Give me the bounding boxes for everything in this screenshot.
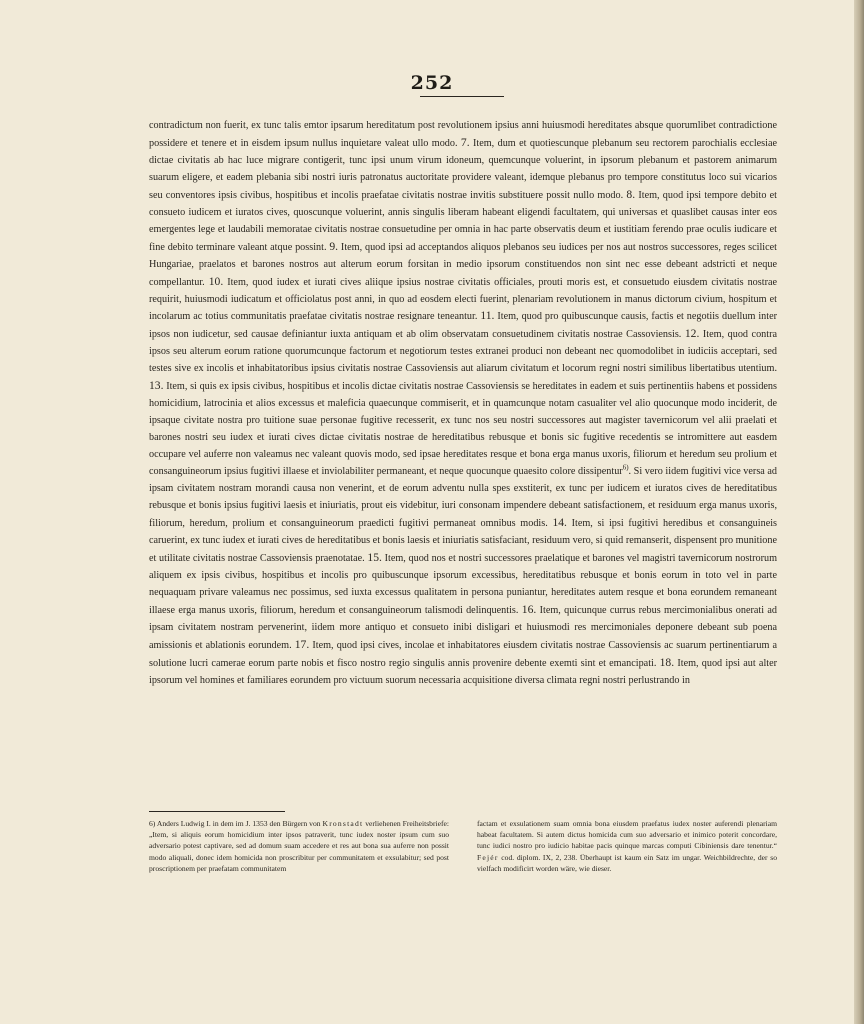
footnote-reference: 6) — [622, 463, 629, 472]
article-number: 15. — [367, 550, 382, 564]
footnote-text: verliehenen Freiheitsbriefe: „Item, si aliquis eorum homicidium inter ipsos patraverit, tunc iudex noster ipsum cum suo adversario potest captivare, sed ad domum suam accedere et res aut bona sua auferre non possit modo aliquali, donec idem homicida non proscribitur per communitatem et exsulabitur; sed post proscriptionem per praefatam communitatem — [149, 819, 449, 873]
page-number: 252 — [410, 72, 454, 94]
footnote-rule — [149, 811, 285, 812]
footnote-text: cod. diplom. IX, 2, 238. Überhaupt ist kaum ein Satz im ungar. Weichbildrechte, der so vielfach modificirt worden wäre, wie dieser. — [477, 852, 777, 873]
footnote-spaced-word: Kronstadt — [322, 819, 364, 828]
article-number: 12. — [684, 327, 700, 341]
article-number: 11. — [480, 309, 495, 323]
article-number: 10. — [208, 274, 224, 288]
paragraph: Item, quod iudex et iurati cives aliique ipsius nostrae civitatis officiales, prouti moris est, et consuetudo eiusdem civitatis nostrae requirit, huiusmodi iudicatum et officiolatus post anni, in quo ad eosdem electi fuerint, plenariam revolutionem in manus dictorum civium, hospitum et incolarum ac totius communitatis praefatae civitatis nostrae resignare teneantur. — [149, 276, 778, 323]
paragraph: Item, quod ipsi cives, incolae et inhabitatores eiusdem civitatis nostrae Cassoviensis ac suarum pertinentiarum a solutione lucri camerae eorum parte nobis et fisco nostro regio singulis annis provenire debente exemti sint et emancipati. — [149, 639, 778, 669]
main-text — [149, 118, 777, 689]
paragraph: Item, quod ipsi aut alter ipsorum vel homines et familiares eorundem pro victuum suorum necessaria acquisitione diversa climata regni nostri perlustrando in — [149, 657, 778, 686]
footnote-column-left — [149, 818, 449, 874]
paragraph: . Si vero iidem fugitivi vice versa ad ipsam civitatem nostram morandi causa non venerint, et de eorum adventu nulla spes exstiterit, ex tunc per iudicem et iuratos cives de hereditatibus rebusque et bonis ipsius fugitivi laesis et iniuriatis, prout eis videbitur, iuri consonam impendere debeant satisfactionem, et residuum erga manus uxoris, filiorum, heredum, prolium et consanguineorum praedicti fugitivi permaneat omnibus modis. — [149, 466, 777, 529]
paragraph: Item, quod contra ipsos seu alterum eorum ratione quorumcunque factorum et negotiorum testes extranei produci non debeant nec quomodolibet in iudiciis acceptari, sed testes sive ex incolis et inhabitatoribus ipsius civitatis nostrae Cassoviensis aut aliarum civitatum et locorum regni nostri similibus libertatibus utentium. — [149, 329, 778, 375]
article-number: 9. — [329, 239, 339, 253]
footnote-text: factam et exsulationem suam omnia bona eiusdem praefatus iudex noster auferendi plenariam habeat facultatem. Si autem dictus homicida cum suo adversario et inimico poterit concordare, tunc iudici nostro pro iudicio habitae pacis quinque marcas computi Cibiniensis dare tenentur.“ — [477, 819, 777, 851]
article-number: 14. — [552, 515, 567, 529]
article-number: 8. — [626, 187, 636, 201]
paragraph: Item, quod pro quibuscunque causis, factis et negotiis duellum inter ipsos non iudicetur, sed causae definiantur iuxta antiquam et ab olim observatam consuetudinem civitatis nostrae Cassoviensis. — [149, 311, 778, 341]
article-number: 16. — [521, 602, 537, 616]
page-number-rule — [420, 96, 504, 97]
paragraph: Item, quicunque currus rebus mercimonialibus onerati ad ipsam civitatem nostram pervenerint, iidem more antiquo et consueto inibi disligari et huiusmodi res mercimoniales deponere debeant sub poena amissionis et ablationis eorundem. — [149, 604, 778, 651]
footnote-text: 6) Anders Ludwig I. in dem im J. 1353 den Bürgern von — [149, 819, 321, 828]
footnotes — [149, 818, 777, 874]
paragraph: Item, quod ipsi tempore debito et consueto iudicem et iuratos cives, quoscunque voluerint, annis singulis liberam habeant eligendi facultatem, qui universas et quaslibet causas inter eos emergentes lege et laudabili memoratae civitatis nostrae consuetudine per omnia in hac parte observatis deum et iustitiam ferendo prae oculis iudicare et fine debito terminare valeant atque possint. — [149, 189, 777, 253]
article-number: 17. — [294, 637, 310, 651]
paragraph: Item, quod nos et nostri successores praelatique et barones vel magistri tavernicorum nostrorum aliquem ex ipsis civibus, hospitibus et incolis pro quibuscunque ipsorum excessibus, hereditatibus rebusque et bonis eorum in toto vel in parte nequaquam privare valeamus nec possimus, sed iuxta excessus qualitatem in persona puniantur, hereditates autem resque et bona eorundem remaneant illaese erga manus uxoris, filiorum, heredum et consanguineorum talismodi delinquentis. — [149, 552, 778, 616]
footnote-spaced-word: Fejér — [477, 852, 499, 862]
paragraph: contradictum non fuerit, ex tunc talis emtor ipsarum hereditatum post revolutionem ipsius anni huiusmodi hereditates absque quorumlibet contradictione possidere et tenere et in eisdem ipsum nullus inquietare valeat ullo modo. — [149, 120, 777, 149]
footnote-column-right — [477, 818, 777, 874]
paragraph: Item, si quis ex ipsis civibus, hospitibus et incolis dictae civitatis nostrae Cassoviensis se hereditates in eadem et suis pertinentiis habens et possidens homicidium, latrocinia et alios excessus et maleficia quaecunque commiserit, et in quamcunque notam casualiter vel alio quocunque modo inciderit, de ipsaque civitate nostra pro tuitione suae personae fugitive recesserit, ex tunc nos seu nostri successores aut magister tavernicorum vel alii praelati et barones nostri seu iudex et iurati cives dictae civitatis nostrae de hereditatibus rebusque et bonis sic fugitive recedentis se intromittere aut easdem occupare vel auferre non valeamus nec valeant quovis modo, sed ipsae hereditates resque et bona erga manus uxoris, filiorum et heredum seu prolium et consanguineorum ipsius fugitivi illaese et inviolabiliter permaneant, et neque quocunque quaesito colore dissipentur — [149, 381, 777, 478]
article-number: 7. — [460, 135, 470, 149]
article-number: 18. — [659, 655, 675, 669]
paragraph: Item, si ipsi fugitivi heredibus et consanguineis caruerint, ex tunc iudex et iurati cives de hereditatibus et bonis laesis et iniuriatis satisfaciant, residuum vero, si quid remanserit, dispensent pro munitione et utilitate civitatis nostrae Cassoviensis praenotatae. — [149, 517, 778, 564]
paragraph: Item, dum et quotiescunque plebanum seu rectorem parochialis ecclesiae dictae civitatis ab hac luce migrare contigerit, tunc ipsi unum virum idoneum, quemcunque voluerint, in ipsorum plebanum et pastorem animarum suarum eligere, et eadem plebania sibi nostri iuris patronatus auctoritate providere valeant, idemque plebanus pro tempore constitutus loco sui vicarios seu conventores ipsis civibus, hospitibus et incolis praefatae civitatis nostrae invitis substituere possit nullo modo. — [149, 137, 778, 201]
page-edge — [854, 0, 864, 1024]
paragraph: Item, quod ipsi ad acceptandos aliquos plebanos seu iudices per nos aut nostros successores, reges scilicet Hungariae, praelatos et barones nostros aut alterum eorum forsitan in medio ipsorum constituendos non sint nec esse debeant adstricti et neque compellantur. — [149, 241, 777, 288]
article-number: 13. — [149, 379, 164, 393]
